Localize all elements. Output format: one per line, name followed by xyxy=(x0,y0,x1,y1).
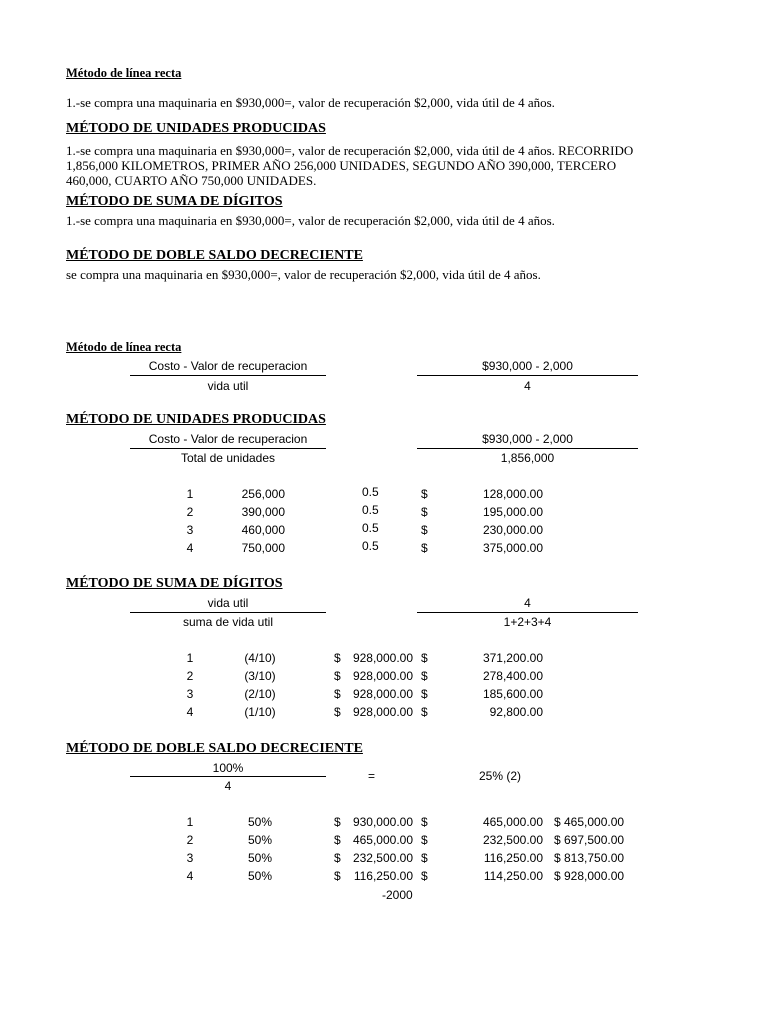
currency-cell: $ xyxy=(421,505,428,519)
suma-numerator-value: 4 xyxy=(524,596,531,610)
linea-recta-statement-title: Método de línea recta xyxy=(66,66,182,80)
accumulated-cell: $ 697,500.00 xyxy=(554,833,625,847)
unidades-statement-title: MÉTODO DE UNIDADES PRODUCIDAS xyxy=(66,121,326,136)
suma-statement-text: 1.-se compra una maquinaria en $930,000=, valor de recuperación $2,000, vida útil de 4 años. xyxy=(66,213,555,228)
unidades-numerator-label: Costo - Valor de recuperacion xyxy=(148,432,308,446)
accumulated-cell: $ 813,750.00 xyxy=(554,851,625,865)
depreciation-cell: 116,250.00 xyxy=(483,851,543,865)
fraction-cell: (2/10) xyxy=(244,687,276,701)
unidades-statement-line: 1.-se compra una maquinaria en $930,000=, valor de recuperación $2,000, vida útil de 4 años. RECORRIDO xyxy=(66,143,634,158)
units-cell: 390,000 xyxy=(241,505,285,519)
percent-cell: 50% xyxy=(247,815,273,829)
linea-denominator-label: vida util xyxy=(207,379,249,393)
suma-value-line xyxy=(417,612,638,613)
doble-section-title: MÉTODO DE DOBLE SALDO DECRECIENTE xyxy=(66,741,363,756)
doble-statement-title: MÉTODO DE DOBLE SALDO DECRECIENTE xyxy=(66,248,363,263)
fraction-cell: (1/10) xyxy=(244,705,276,719)
currency-cell: $ xyxy=(421,815,428,829)
year-cell: 4 xyxy=(186,869,194,883)
year-cell: 4 xyxy=(186,705,194,719)
year-cell: 2 xyxy=(186,505,194,519)
currency-cell: $ xyxy=(334,687,341,701)
unidades-statement-line: 460,000, CUARTO AÑO 750,000 UNIDADES. xyxy=(66,173,317,188)
unidades-denominator-label: Total de unidades xyxy=(180,451,276,465)
doble-statement-text: se compra una maquinaria en $930,000=, valor de recuperación $2,000, vida útil de 4 años. xyxy=(66,267,541,282)
year-cell: 1 xyxy=(186,815,194,829)
accumulated-cell: $ 465,000.00 xyxy=(554,815,625,829)
unidades-section-title: MÉTODO DE UNIDADES PRODUCIDAS xyxy=(66,412,326,427)
units-cell: 256,000 xyxy=(241,487,285,501)
suma-statement-title: MÉTODO DE SUMA DE DÍGITOS xyxy=(66,194,283,209)
linea-recta-statement-text: 1.-se compra una maquinaria en $930,000=, valor de recuperación $2,000, vida útil de 4 años. xyxy=(66,95,555,110)
unidades-statement-text xyxy=(66,143,638,188)
fraction-cell: (3/10) xyxy=(244,669,276,683)
base-cell: 930,000.00 xyxy=(352,815,413,829)
unidades-numerator-value: $930,000 - 2,000 xyxy=(482,432,573,446)
year-cell: 3 xyxy=(186,851,194,865)
suma-section-title: MÉTODO DE SUMA DE DÍGITOS xyxy=(66,576,283,591)
unidades-fraction-line xyxy=(130,448,326,449)
unidades-denominator-value: 1,856,000 xyxy=(500,451,555,465)
amount-cell: 128,000.00 xyxy=(482,487,543,501)
units-cell: 750,000 xyxy=(241,541,285,555)
percent-cell: 50% xyxy=(247,869,273,883)
doble-rate-result: 25% (2) xyxy=(478,769,522,783)
doble-denominator: 4 xyxy=(224,779,232,793)
depreciation-cell: 465,000.00 xyxy=(482,815,543,829)
year-cell: 4 xyxy=(186,541,194,555)
currency-cell: $ xyxy=(421,833,428,847)
currency-cell: $ xyxy=(421,541,428,555)
currency-cell: $ xyxy=(334,833,341,847)
currency-cell: $ xyxy=(334,705,341,719)
percent-cell: 50% xyxy=(247,833,273,847)
amount-cell: 185,600.00 xyxy=(482,687,543,701)
suma-numerator-label: vida util xyxy=(207,596,249,610)
rate-cell: 0.5 xyxy=(362,503,379,517)
fraction-cell: (4/10) xyxy=(244,651,276,665)
currency-cell: $ xyxy=(421,487,428,501)
suma-denominator-label: suma de vida util xyxy=(182,615,274,629)
year-cell: 3 xyxy=(186,687,194,701)
rate-cell: 0.5 xyxy=(362,539,379,553)
currency-cell: $ xyxy=(421,851,428,865)
currency-cell: $ xyxy=(421,869,428,883)
base-cell: 928,000.00 xyxy=(352,687,413,701)
currency-cell: $ xyxy=(334,815,341,829)
amount-cell: 230,000.00 xyxy=(482,523,543,537)
depreciation-cell: 114,250.00 xyxy=(483,869,543,883)
suma-fraction-line xyxy=(130,612,326,613)
unidades-statement-line: 1,856,000 KILOMETROS, PRIMER AÑO 256,000 UNIDADES, SEGUNDO AÑO 390,000, TERCERO xyxy=(66,158,617,173)
amount-cell: 195,000.00 xyxy=(482,505,543,519)
amount-cell: 92,800.00 xyxy=(489,705,543,719)
year-cell: 3 xyxy=(186,523,194,537)
currency-cell: $ xyxy=(421,687,428,701)
currency-cell: $ xyxy=(421,705,428,719)
currency-cell: $ xyxy=(421,523,428,537)
year-cell: 1 xyxy=(186,487,194,501)
base-cell: 116,250.00 xyxy=(353,869,413,883)
base-cell: 928,000.00 xyxy=(352,669,413,683)
residual-footnote: -2000 xyxy=(382,888,413,902)
linea-value-line xyxy=(417,375,638,376)
accumulated-cell: $ 928,000.00 xyxy=(554,869,625,883)
linea-fraction-line xyxy=(130,375,326,376)
depreciation-cell: 232,500.00 xyxy=(482,833,543,847)
year-cell: 1 xyxy=(186,651,194,665)
linea-numerator-label: Costo - Valor de recuperacion xyxy=(148,359,308,373)
currency-cell: $ xyxy=(334,669,341,683)
base-cell: 928,000.00 xyxy=(352,705,413,719)
currency-cell: $ xyxy=(421,651,428,665)
unidades-value-line xyxy=(417,448,638,449)
linea-section-title: Método de línea recta xyxy=(66,340,182,354)
year-cell: 2 xyxy=(186,833,194,847)
amount-cell: 375,000.00 xyxy=(482,541,543,555)
percent-cell: 50% xyxy=(247,851,273,865)
amount-cell: 371,200.00 xyxy=(482,651,543,665)
year-cell: 2 xyxy=(186,669,194,683)
currency-cell: $ xyxy=(334,851,341,865)
linea-denominator-value: 4 xyxy=(524,379,531,393)
units-cell: 460,000 xyxy=(241,523,285,537)
base-cell: 465,000.00 xyxy=(352,833,413,847)
currency-cell: $ xyxy=(334,651,341,665)
rate-cell: 0.5 xyxy=(362,521,379,535)
currency-cell: $ xyxy=(421,669,428,683)
currency-cell: $ xyxy=(334,869,341,883)
suma-denominator-value: 1+2+3+4 xyxy=(503,615,552,629)
equals-sign: = xyxy=(368,769,376,783)
base-cell: 232,500.00 xyxy=(352,851,413,865)
base-cell: 928,000.00 xyxy=(352,651,413,665)
linea-numerator-value: $930,000 - 2,000 xyxy=(482,359,573,373)
doble-fraction-line xyxy=(130,776,326,777)
rate-cell: 0.5 xyxy=(362,485,379,499)
amount-cell: 278,400.00 xyxy=(482,669,543,683)
doble-numerator: 100% xyxy=(212,761,244,775)
